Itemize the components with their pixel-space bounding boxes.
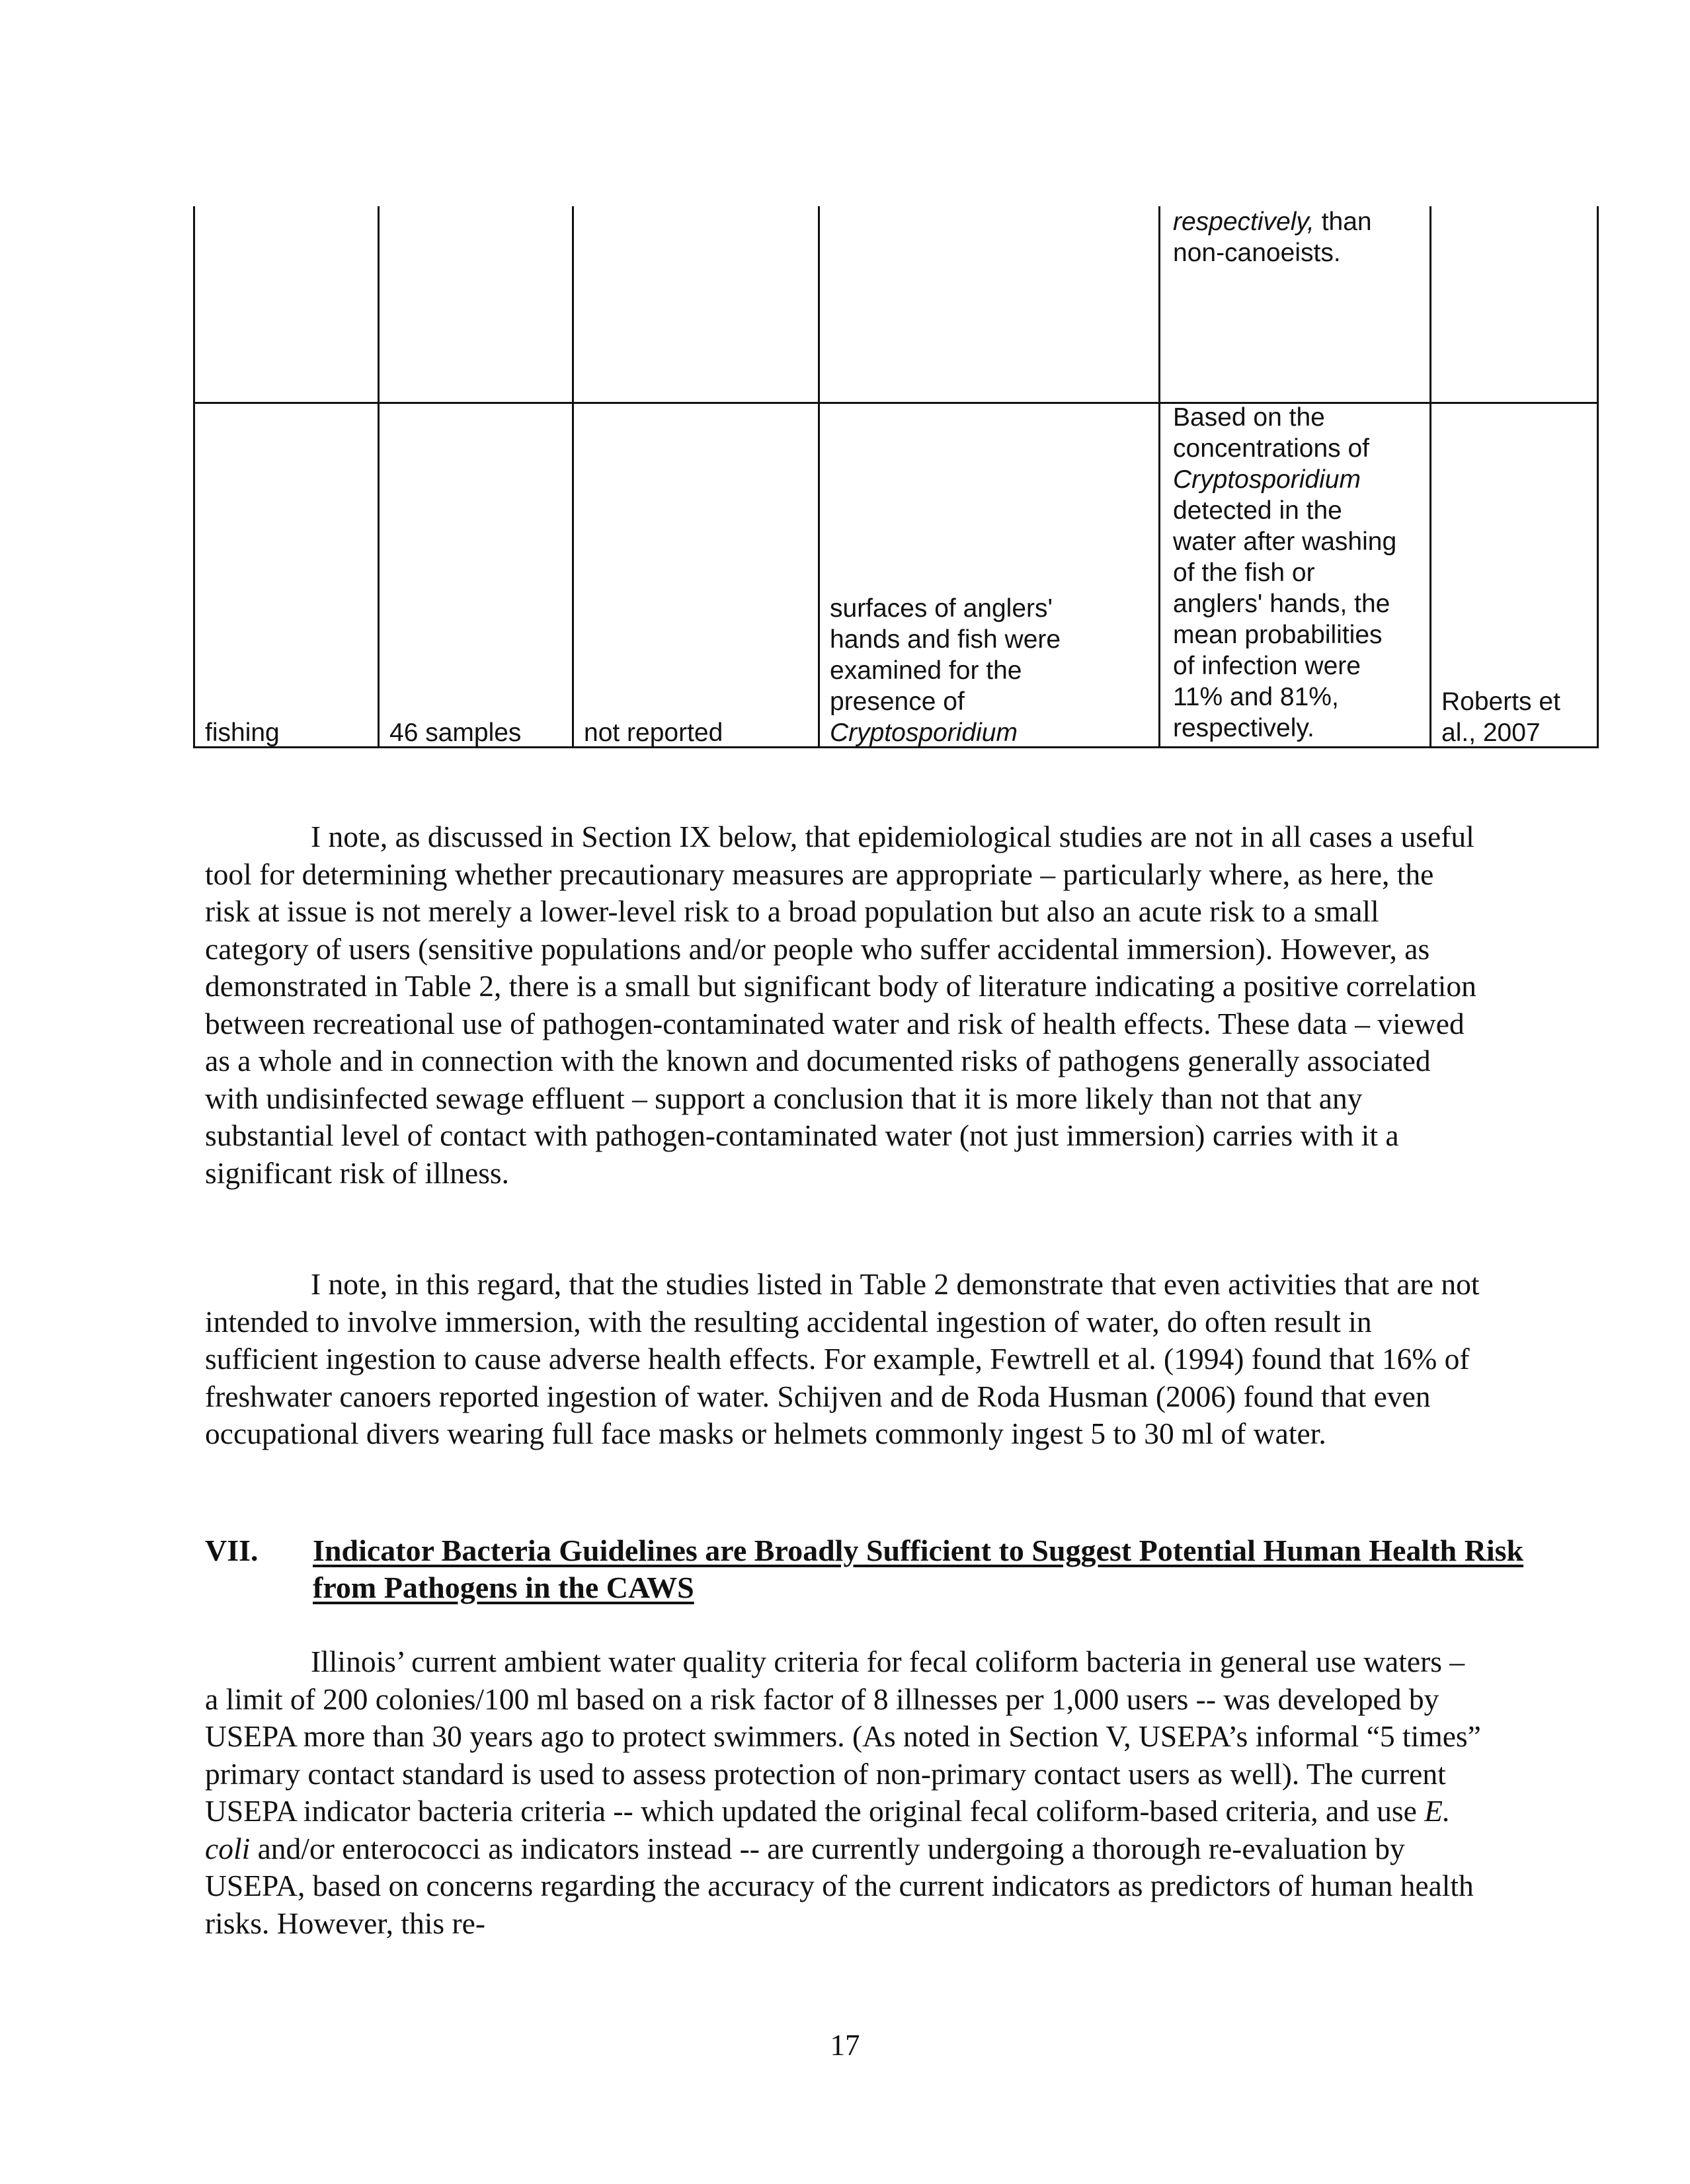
table-border: [1597, 206, 1599, 748]
paragraph-epidemiological-studies: I note, as discussed in Section IX below, that epidemiological studies are not in all cases a useful tool for determining whether precautionary measures are appropriate – particularly where, as here, the risk at issue is not merely a lower-level risk to a broad population but also an acute risk to a small category of users (sensitive populations and/or people who suffer accidental immersion). However, as demonstrated in Table 2, there is a small but significant body of literature indicating a positive correlation between recreational use of pathogen-contaminated water and risk of health effects. These data – viewed as a whole and in connection with the known and documented risks of pathogens generally associated with undisinfected sewage effluent – support a conclusion that it is more likely than not that any substantial level of contact with pathogen-contaminated water (not just immersion) carries with it a significant risk of illness.: [205, 820, 1476, 1190]
table-cell-outcome: Based on the concentrations of Cryptosporidium detected in the water after washing of the fish or anglers' hands, the mean probabilities of infection were 11% and 81%, respectively.: [1173, 403, 1397, 742]
table-border: [378, 206, 380, 748]
section-title: Indicator Bacteria Guidelines are Broadly Sufficient to Suggest Potential Human Health Risk from Pathogens in the CAWS: [313, 1534, 1524, 1604]
table-cell-activity: fishing: [205, 719, 280, 747]
table-border: [1158, 206, 1160, 748]
paragraph-illinois-criteria: Illinois’ current ambient water quality criteria for fecal coliform bacteria in general use waters – a limit of 200 colonies/100 ml based on a risk factor of 8 illnesses per 1,000 users -- was developed by USEPA more than 30 years ago to protect swimmers. (As noted in Section V, USEPA’s informal “5 times” primary contact standard is used to assess protection of non-primary contact users as well). The current USEPA indicator bacteria criteria -- which updated the original fecal coliform-based criteria, and use E. coli and/or enterococci as indicators instead -- are currently undergoing a thorough re-evaluation by USEPA, based on concerns regarding the accuracy of the current indicators as predictors of human health risks. However, this re-: [205, 1645, 1481, 1940]
cell-line: respectively, than: [1173, 208, 1372, 236]
table-cell-method: surfaces of anglers' hands and fish were examined for the presence of Cryptosporidium: [830, 594, 1061, 747]
table-cell-not-reported: not reported: [584, 719, 723, 747]
table-cell-reference: Roberts et al., 2007: [1441, 687, 1560, 747]
table-border: [1429, 206, 1431, 748]
page-number: 17: [830, 2029, 860, 2062]
cell-line: non-canoeists.: [1173, 239, 1341, 267]
table-border: [818, 206, 820, 748]
table-2-continuation: [193, 206, 1599, 748]
table-border: [572, 206, 574, 748]
section-number: VII.: [205, 1534, 259, 1567]
paragraph-table-2-studies: I note, in this regard, that the studies listed in Table 2 demonstrate that even activities that are not intended to involve immersion, with the resulting accidental ingestion of water, do often result in sufficient ingestion to cause adverse health effects. For example, Fewtrell et al. (1994) found that 16% of freshwater canoers reported ingestion of water. Schijven and de Roda Husman (2006) found that even occupational divers wearing full face masks or helmets commonly ingest 5 to 30 ml of water.: [205, 1267, 1480, 1450]
table-cell-outcome-continued: [1173, 206, 1424, 268]
table-border: [193, 206, 195, 748]
table-cell-sample-size: 46 samples: [389, 719, 522, 747]
